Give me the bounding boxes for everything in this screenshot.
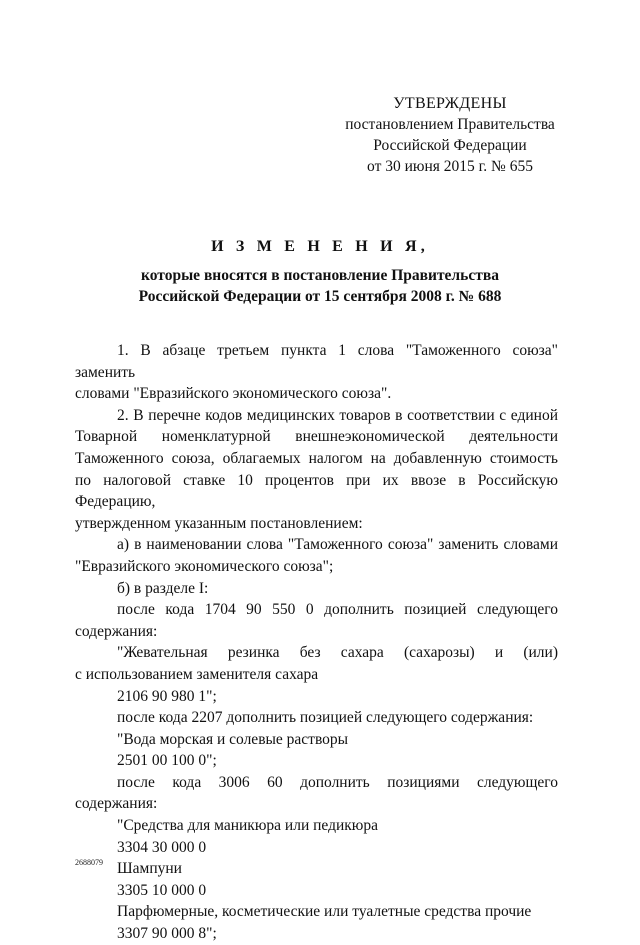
subitem-a-line-1: а) в наименовании слова "Таможенного союза" заменить словами xyxy=(117,536,558,554)
code-3304: 3304 30 000 0 xyxy=(117,838,207,856)
after-code-1704-line-1: после кода 1704 90 550 0 дополнить позицией следующего xyxy=(117,601,558,619)
heading-subtitle-2: Российской Федерации от 15 сентября 2008 г. № 688 xyxy=(138,288,502,305)
document-body xyxy=(75,340,558,945)
item-1-line-2: словами "Евразийского экономического союза". xyxy=(75,385,392,403)
approval-block xyxy=(330,93,570,177)
manicure-products: "Средства для маникюра или педикюра xyxy=(117,817,379,835)
item-1-line-1: 1. В абзаце третьем пункта 1 слова "Таможенного союза" заменить xyxy=(75,342,558,381)
heading-title: И З М Е Н Е Н И Я, xyxy=(211,238,429,255)
item-2-line-2: Товарной номенклатурной внешнеэкономической деятельности xyxy=(75,428,558,446)
approval-line-3: от 30 июня 2015 г. № 655 xyxy=(367,158,533,175)
approval-line-1: постановлением Правительства xyxy=(345,116,555,133)
approval-line-2: Российской Федерации xyxy=(373,137,527,154)
item-2-line-5: утвержденном указанным постановлением: xyxy=(75,514,363,532)
after-code-1704-line-2: содержания: xyxy=(75,622,158,640)
code-2501: 2501 00 100 0"; xyxy=(117,752,217,770)
after-code-3006: после кода 3006 60 дополнить позициями следующего содержания: xyxy=(75,773,558,813)
document-heading xyxy=(75,238,565,307)
code-3307: 3307 90 000 8"; xyxy=(117,925,217,943)
approved-label: УТВЕРЖДЕНЫ xyxy=(393,95,507,112)
code-2106: 2106 90 980 1"; xyxy=(117,687,217,705)
after-code-2207: после кода 2207 дополнить позицией следующего содержания: xyxy=(117,709,534,727)
document-number: 2688079 xyxy=(75,858,103,867)
sea-water: "Вода морская и солевые растворы xyxy=(117,730,349,748)
item-2-line-3: Таможенного союза, облагаемых налогом на добавленную стоимость xyxy=(75,449,558,467)
subitem-b: б) в разделе I: xyxy=(117,579,209,597)
item-2-line-4: по налоговой ставке 10 процентов при их ввозе в Российскую Федерацию, xyxy=(75,471,558,511)
subitem-a-line-2: "Евразийского экономического союза"; xyxy=(75,557,334,575)
other-cosmetics: Парфюмерные, косметические или туалетные средства прочие xyxy=(117,903,532,921)
shampoos: Шампуни xyxy=(117,860,182,878)
chewing-gum-line-2: с использованием заменителя сахара xyxy=(75,665,319,683)
code-3305: 3305 10 000 0 xyxy=(117,881,207,899)
heading-subtitle-1: которые вносятся в постановление Правительства xyxy=(141,267,499,284)
item-2-line-1: 2. В перечне кодов медицинских товаров в соответствии с единой xyxy=(117,406,558,424)
chewing-gum-line-1: "Жевательная резинка без сахара (сахарозы) и (или) xyxy=(117,644,558,662)
